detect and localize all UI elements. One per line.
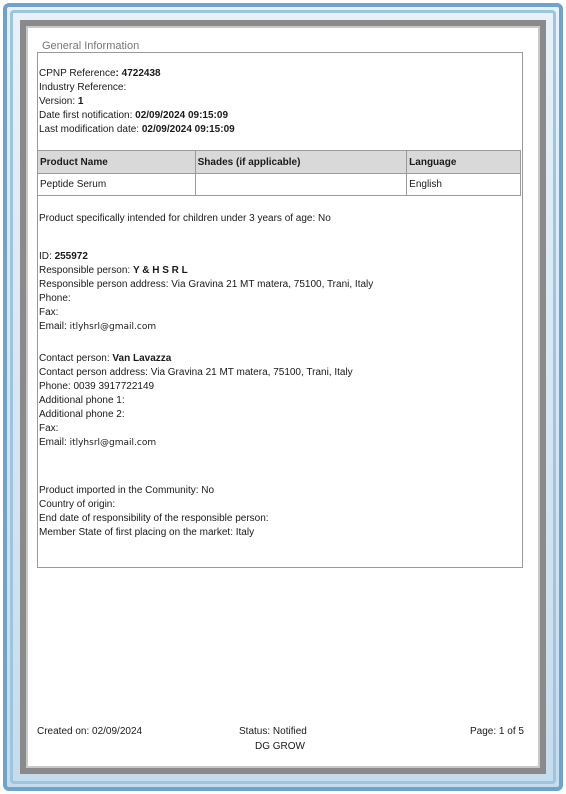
cpnp-reference: CPNP Reference: 4722438 [39, 68, 161, 79]
responsible-email-value: itlyhsrl@gmail.com [69, 322, 157, 332]
contact-email-value: itlyhsrl@gmail.com [69, 438, 157, 448]
contact-additional-phone-2: Additional phone 2: [39, 409, 125, 420]
cell-language: English [407, 174, 521, 196]
header-shades: Shades (if applicable) [195, 151, 407, 174]
footer-status: Status: Notified [239, 726, 307, 737]
footer-page-number: Page: 1 of 5 [470, 726, 524, 737]
first-notification-value: 02/09/2024 09:15:09 [135, 110, 229, 121]
children-statement: Product specifically intended for children under 3 years of age: No [39, 213, 331, 224]
footer-created-on: Created on: 02/09/2024 [37, 726, 143, 737]
products-table [37, 150, 521, 196]
section-title: General Information [42, 40, 140, 52]
contact-phone: Phone: 0039 3917722149 [39, 381, 155, 392]
responsible-fax: Fax: [39, 307, 59, 318]
responsible-id-value: 255972 [54, 251, 88, 262]
first-notification-date [39, 109, 228, 122]
version-value: 1 [77, 96, 84, 107]
responsible-person-label: Responsible person: [39, 265, 131, 276]
version [39, 95, 83, 108]
responsible-person-value: Y & H S R L [132, 265, 188, 276]
last-modification-date [39, 123, 235, 136]
member-state: Member State of first placing on the market: Italy [39, 527, 255, 538]
cell-shades [195, 174, 407, 196]
cpnp-reference-label: CPNP Reference [39, 68, 116, 79]
responsible-phone: Phone: [39, 293, 71, 304]
products-header-row [38, 151, 521, 174]
responsible-email [39, 320, 156, 334]
responsible-email-label: Email: [39, 321, 67, 332]
contact-email-label: Email: [39, 437, 67, 448]
contact-address: Contact person address: Via Gravina 21 MT matera, 75100, Trani, Italy [39, 367, 353, 378]
responsible-id [39, 250, 88, 263]
responsible-person [39, 264, 188, 277]
last-modification-label: Last modification date: [39, 124, 140, 135]
first-notification-label: Date first notification: [39, 110, 133, 121]
contact-email [39, 436, 156, 450]
last-modification-value: 02/09/2024 09:15:09 [141, 124, 235, 135]
end-date-responsibility: End date of responsibility of the responsible person: [39, 513, 269, 524]
header-language: Language [407, 151, 521, 174]
country-of-origin: Country of origin: [39, 499, 116, 510]
cpnp-reference-value: 4722438 [121, 68, 161, 79]
industry-reference: Industry Reference: [39, 82, 127, 93]
cell-product-name: Peptide Serum [38, 174, 196, 196]
contact-additional-phone-1: Additional phone 1: [39, 395, 125, 406]
product-imported: Product imported in the Community: No [39, 485, 215, 496]
table-row [38, 174, 521, 196]
contact-person-label: Contact person: [39, 353, 110, 364]
header-product-name: Product Name [38, 151, 196, 174]
contact-fax: Fax: [39, 423, 59, 434]
responsible-address: Responsible person address: Via Gravina 21 MT matera, 75100, Trani, Italy [39, 279, 374, 290]
contact-person-value: Van Lavazza [112, 353, 172, 364]
responsible-id-label: ID: [39, 251, 52, 262]
version-label: Version: [39, 96, 76, 107]
contact-person [39, 352, 171, 365]
footer-organization: DG GROW [255, 741, 305, 752]
